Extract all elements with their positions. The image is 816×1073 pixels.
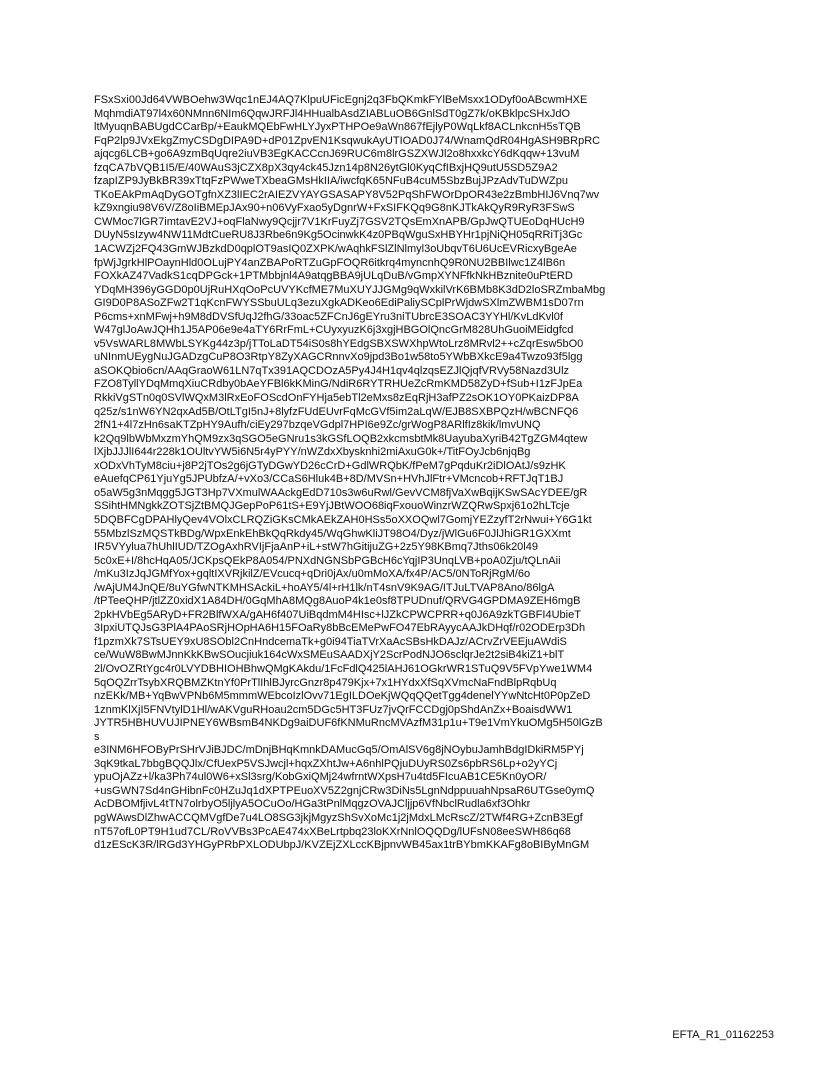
- text-line: uNInmUEygNuJGADzgCuP8O3RtpY8ZyXAGCRnnvXo9jpd3Bo1w58to5YWbBXkcE9a4Twzo93f5lgg: [94, 351, 583, 364]
- text-line: v5VsWARL8MWbLSYKg44z3p/jTToLaDT54iS0s8hYEdgSBXSWXhpWtoLrz8MRvl2++cZqrEsw5bO0: [94, 337, 584, 350]
- text-line: ltMyuqnBABUgdCCarBp/+EaukMQEbFwHLYJyxPTHPOe9aWn867fEjlyP0WqLkf8ACLnkcnH5sTQB: [94, 121, 581, 134]
- text-line: JYTR5HBHUVUJIPNEY6WBsmB4NKDg9aiDUF6fKNMuRncMVAzfM31p1u+T9e1VmYkuOMg5H50lGzB: [94, 717, 603, 730]
- text-line: 1ACWZj2FQ43GmWJBzkdD0qplOT9asIQ0ZXPK/wAqhkFSlZlNlmyl3oUbqvT6U6UcEVRicxyBgeAe: [94, 243, 577, 256]
- text-line: /wAjUM4JnQE/8uYGfwNTKMHSAckiL+hoAY5/4l+rH1lk/nT4snV9K9AG/ITJuLTVAP8Ano/86lgA: [94, 581, 555, 594]
- text-line: k2Qq9lbWbMxzmYhQM9zx3qSGO5eGNru1s3kGSfLOQB2xkcmsbtMk8UayubaXyriB42TgZGM4qtew: [94, 432, 588, 445]
- text-line: ajqcg6LCB+go6A9zmBqUqre2iuVB3EgKACCcnJ69RUC6m8lrGSZXWJl2o8hxxkcY6dKqqw+13vuM: [94, 148, 580, 161]
- text-line: 5qOQZrrTsybXRQBMZKtnYf0PrTlIhlBJyrcGnzr8p479Kjx+7x1HYdxXfSqXVmcNaFndBlpRqbUq: [94, 676, 557, 689]
- text-line: YDqMH396yGGD0p0UjRuHXqOoPcUVYKcfME7MuXUYJJGMg9qWxkilVrK6BMb8K3dD2loSRZmbaMbg: [94, 283, 606, 296]
- text-line: FSxSxi00Jd64VWBOehw3Wqc1nEJ4AQ7KlpuUFicEgnj2q3FbQKmkFYlBeMsxx1ODyf0oABcwmHXE: [94, 94, 588, 106]
- text-line: RkkiVgSTn0q0SVlWQxM3lRxEoFOScdOnFYHja5ebTl2eMxs8zEqRjH3afPZ2sOK1OY0PKaizDP8A: [94, 392, 579, 405]
- text-line: FZO8TyllYDqMmqXiuCRdby0bAeYFBl6kKMinG/NdiR6RYTRHUeZcRmKMD58ZyD+fSub+I1zFJpEa: [94, 378, 583, 391]
- text-line: aSOKQbio6cn/AAqGraoW61LN7qTx391AQCDOzA5Py4J4H1qv4qlzqsEZJlQjqfVRVy58Nazd3Ulz: [94, 364, 570, 377]
- document-id-footer: EFTA_R1_01162253: [672, 1029, 774, 1041]
- text-line: CWMoc7lGR7imtavE2VJ+oqFlaNwy9Qcjjr7V1KrFuyZj7GSV2TQsEmXnAPB/GpJwQTUEoDqHUcH9: [94, 215, 585, 228]
- text-line: pgWAwsDlZhwACCQMVgfDe7u4LO8SG3jkjMgyzShSvXoMc1j2jMdxLMcRscZ/2TWf4RG+ZcnB3Egf: [94, 811, 583, 824]
- text-line: TKoEAkPmAqDyGOTgfnXZ3lIEC2rAIEZVYAYGSASAPY8V52PqShFWOrDpOR43e2zBmbHIJ6Vnq7wv: [94, 188, 600, 201]
- text-line: FOXkAZ47VadkS1cqDPGck+1PTMbbjnl4A9atqgBBA9jULqDuB/vGmpXYNFfkNkHBznite0uPtERD: [94, 270, 573, 283]
- text-line: 2l/OvOZRtYgc4r0LVYDBHIOHBhwQMgKAkdu/1FcFdlQ425lAHJ61OGkrWR1STuQ9V5FVpYwe1WM4: [94, 662, 593, 675]
- text-line: e3INM6HFOByPrSHrVJiBJDC/mDnjBHqKmnkDAMucGq5/OmAlSV6g8jNOybuJamhBdgIDkiRM5PYj: [94, 744, 584, 757]
- text-line: +usGWN7Sd4nGHibnFc0HZuJq1dXPTPEuoXV5Z2gnjCRw3DiNs5LgnNdppuuahNpsaR6UTGse0ymQ: [94, 784, 595, 797]
- text-line: s: [94, 730, 100, 743]
- text-line: 3IpxiUTQJsG3PlA4PAoSRjHOpHA6H15FOaRy8bBcEMePwFO47EbRAyycAAJkDHqf/r02ODErp3Dh: [94, 622, 586, 635]
- text-line: 2pkHVbEg5ARyD+FR2BlfWXA/gAH6f407UiBqdmM4HIsc+lJZkCPWCPRR+q0J6A9zkTGBFI4UbieT: [94, 608, 581, 621]
- text-line: ce/WuW8BwMJnnKkKBwSOucjiuk164cWxSMEuSAADXjY2ScrPodNJO6sclqrJe2t2siB4kiZ1+blT: [94, 649, 565, 662]
- text-line: nT57ofL0PT9H1ud7CL/RoVVBs3PcAE474xXBeLrtpbq23loKXrNnlOQQDg/lUFsN08eeSWH86q68: [94, 825, 571, 838]
- text-line: /mKu3IzJqJGMfYox+gqltIXVRjkilZ/EVcucq+qDri0jAx/u0mMoXA/fx4P/AC5/0NToRjRgM/6o: [94, 568, 531, 581]
- text-line: 5c0xE+I/8hcHqA05/JCKpsQEkP8A054/PNXdNGNSbPGBcH6cYqjIP3UnqLVB+poA0Zju/tQLnAii: [94, 554, 561, 567]
- text-line: fpWjJgrkHlPOaynHld0OLujPY4anZBAPoRTZuGpFOQR6itkrq4myncnhQ9R0NU2BBIlwc1Z4lB6n: [94, 256, 566, 269]
- text-line: fzapIZP9JyBkBR39xTtqFzPWweTXbeaGMsHkIIA/iwcfqK65NFuB4cuM5SbzBujJPzAdvTuDWZpu: [94, 175, 568, 188]
- text-line: eAuefqCP61YjuYg5JPUbfzA/+vXo3/CCaS6Hluk4B+8D/MVSn+HVhJlFtr+VMcncob+RFTJqT1BJ: [94, 473, 564, 486]
- text-line: 1znmKlXjI5FNVtylD1Hl/wAKVguRHoau2cm5DGc5HT3FUz7jvQrFCCDgj0pShdAnZx+BoaisdWW1: [94, 703, 573, 716]
- text-line: /tPTeeQHP/jtlZZ0xidX1A84DH/0GqMhA8MQg8AuoP4k1e0sf8TPUDnuf/QRVG4GPDMA9ZEH6mgB: [94, 595, 581, 608]
- text-line: 5DQBFCgDPAHlyQev4VOlxCLRQZiGKsCMkAEkZAH0HSs5oXXOQwl7GomjYEZzyfT2rNwui+Y6G1kt: [94, 513, 592, 526]
- text-line: lXjbJJJlI644r228k1OUltvYW5i6N5r4yPYY/nWZdxXbysknhi2miAxuG0k+/TitFOyJcb6njqBg: [94, 446, 531, 459]
- text-line: nzEKk/MB+YqBwVPNb6M5mmmWEbcoIzlOvv71EgILDOeKjWQqQQetTgg4denelYYwNtcHt0P0pZeD: [94, 690, 591, 703]
- text-line: W47glJoAwJQHh1J5AP06e9e4aTY6RrFmL+CUyxyuzK6j3xgjHBGOlQncGrM828UhGuoiMEidgfcd: [94, 324, 574, 337]
- text-line: f1pzmXk7STsUEY9xU8SObl2CnHndcemaTk+g0i94TiaTVrXaAcSBsHkDAJz/ACrvZrVEEjuAWdiS: [94, 635, 567, 648]
- text-line: IR5VYylua7hUhlIUD/TZOgAxhRVIjFjaAnP+iL+stW7hGitijuZG+2z5Y98KBmq7Jths06k20l49: [94, 541, 538, 554]
- text-line: GI9D0P8ASoZFw2T1qKcnFWYSSbuULq3ezuXgkADKeo6EdiPaliySCplPrWjdwSXlmZWBM1sD07rn: [94, 297, 584, 310]
- text-line: 2fN1+4l7zHn6saKTZpHY9Aufh/ciEy297bzqeVGdpl7HPI6e9Zc/grWogP8ARlfIz8kik/lmvUNQ: [94, 419, 541, 432]
- text-line: 3qK9tkaL7bbgBQQJlx/CfUexP5VSJwcjl+hqxZXhtJw+A6nhlPQjuDUyRS0Zs6pbRS6Lp+o2yYCj: [94, 757, 558, 770]
- text-line: xODxVhTyM8ciu+j8P2jTOs2g6jGTyDGwYD26cCrD+GdlWRQbK/fPeM7gPqduKr2iDlOAtJ/s9zHK: [94, 459, 566, 472]
- text-line: d1zEScK3R/lRGd3YHGyPRbPXLODUbpJ/KVZEjZXLccKBjpnvWB45ax1trBYbmKKAFg8oBIByMnGM: [94, 839, 590, 852]
- text-line: ypuOjAZz+l/ka3Ph74ul0W6+xSl3srg/KobGxiQMj24wfrntWXpsH7u4td5FIcuAB1CE5Kn0yOR/: [94, 771, 547, 784]
- text-line: q25z/s1nW6YN2qxAd5B/OtLTgI5nJ+8lyfzFUdEUvrFqMcGVf5im2aLqW/EJB8SXBPQzH/wBCNFQ6: [94, 405, 579, 418]
- text-line: kZ9xngiu98V6V/Z8oIiBMEpJAx90+n06VyFxao5yDgnrW+FxSIFKQq9G8nKJTkAkQyR9RyR3FSwS: [94, 202, 575, 215]
- text-line: DUyN5sIzyw4NW11MdtCueRU8J3Rbe6n9Kg5OcinwkK4z0PBqWguSxHBYHr1pjNiQH05qRRiTj3Gc: [94, 229, 583, 242]
- text-line: o5aW5g3nMqgg5JGT3Hp7VXmulWAAckgEdD710s3w6uRwl/GevVCM8fjVaXwBqijKSwSAcYDEE/gR: [94, 486, 588, 499]
- text-line: SSihtHMNgkkZOTSjZtBMQJGepPoP61tS+E9YjJBtWOO68iqFxouoWinzrWZQRwSpxj61o2hLTcje: [94, 500, 570, 513]
- text-line: MqhmdiAT97l4x60NMnn6NIm6QqwJRFJl4HHualbAsdZIABLuOB6GnlSdT0gZ7k/oKBklpcSHxJdO: [94, 107, 571, 120]
- text-line: AcDBOMfjivL4tTN7olrbyO5ljlyA5OCuOo/HGa3tPnlMqgzOVAJCljjp6VfNbclRudla6xf3Ohkr: [94, 798, 531, 811]
- encoded-text-block: [94, 94, 794, 853]
- text-line: P6cms+xnMFwj+h9M8dDVSfUqJ2fhG/33oac5ZFCnJ6gEYru3niTUbrcE3SOAC3YYHl/KvLdKvl0f: [94, 310, 563, 323]
- text-line: FqP2lp9JVxEkgZmyCSDgDIPA9D+dP01ZpvEN1KsqwukAyUTIOAD0J74/WnamQdR04HgASH9BRpRC: [94, 134, 601, 147]
- text-line: fzqCA7bVQB1I5/E/40WAuS3jCZX8pX3qy4ck45Jzn14p8N26ytGl0KyqCfIBxjHQ9utU5SD5Z9A2: [94, 161, 558, 174]
- text-line: 55MbzlSzMQSTkBDg/WpxEnkEhBkQqRkdy45/WqGhwKliJT98O4/Dyz/jWlGu6F0JlJhiGR1GXXmt: [94, 527, 571, 540]
